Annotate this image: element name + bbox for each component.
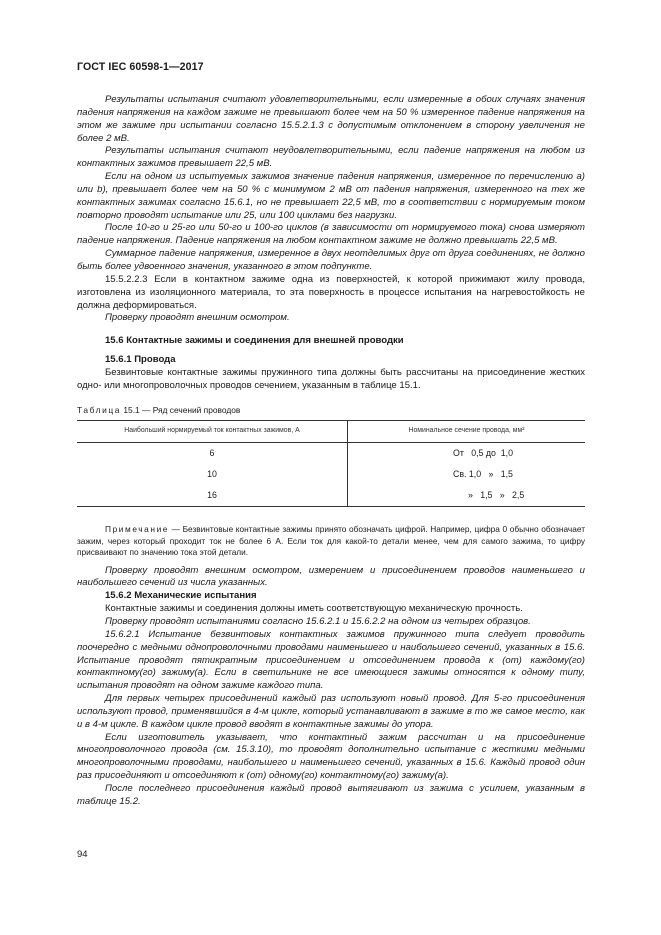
document-body [77,94,585,809]
paragraph: После 10-го и 25-го или 50-го и 100-го циклов (в зависимости от нормируемого тока) снова измеряют падение напряжения. Падение напряжения на любом контактном зажиме не должно превышать 22,5 мВ. [77,222,585,247]
paragraph: Проверку проводят внешним осмотром. [105,312,290,324]
document-header: ГОСТ IEC 60598-1—2017 [77,61,204,73]
section-heading-15-6: 15.6 Контактные зажимы и соединения для внешней проводки [105,335,404,347]
table-caption-text: 15.1 — Ряд сечений проводов [121,404,241,415]
paragraph: Контактные зажимы и соединения должны иметь соответствующую механическую прочность. [105,603,523,615]
paragraph: Безвинтовые контактные зажимы пружинного типа должны быть рассчитаны на присоединение жестких одно- или многопроволочных проводов сечением, указанным в таблице 15.1. [77,366,585,391]
table-header-row [77,421,585,443]
paragraph: Если на одном из испытуемых зажимов значение падения напряжения, измеренное по перечислению а) или b), превышает более чем на 50 % с минимумом 2 мВ от падения напряжения, измеренного на тех же контактных зажимах согласно 15.6.1, но не превышает 22,5 мВ, то в соответствии с нормируемым током повторно проводят испытание или 25, или 100 циклами без нагрузки. [77,171,585,221]
table-header-section: Номинальное сечение провода, мм² [348,421,586,443]
paragraph: После последнего присоединения каждый провод вытягивают из зажима с усилием, указанным в таблице 15.2. [77,782,585,807]
section-heading-15-6-2: 15.6.2 Механические испытания [105,590,257,602]
table-caption-word: Таблица [77,404,122,415]
table-cell-current: 10 [77,464,348,485]
paragraph: Суммарное падение напряжения, измеренное в двух неотделимых друг от друга соединениях, не должно быть более удвоенного значения, указанного в этом подпункте. [77,248,585,272]
paragraph: Результаты испытания считают удовлетворительными, если измеренные в обоих случаях значения падения напряжения на каждом зажиме не превышают более чем на 50 % измеренное падение напряжения на этом же зажиме при испытании согласно 15.5.2.1.3 с допустимым отклонением в сторону увеличения не более 2 мВ. [77,94,585,144]
note-text: — Безвинтовые контактные зажимы принято обозначать цифрой. Например, цифра 0 обычно обозначает зажим, через который проходит ток не более 6 А. Если ток для какой-то детали менее, чем для самого зажима, то цифру присваивают по значению тока этой детали. [77,524,585,558]
table-row [77,443,585,465]
wire-section-table [77,420,585,507]
paragraph: 15.6.2.1 Испытание безвинтовых контактных зажимов пружинного типа следует проводить поочередно с медными однопроволочными проводами наименьшего и наибольшего сечений, указанных в 15.6. Испытание проводят пятикратным присоединением и отсоединением провода к (от) каждому(го) контактному(го) зажиму(а). Если в светильнике не все имеющиеся зажимы относятся к одному типу, испытания проводят на одном зажиме каждого типа. [77,628,585,692]
note-label: Примечание [105,524,170,535]
table-cell-section: От 0,5 до 1,0 [453,448,514,459]
table-cell-current: 16 [77,485,348,507]
section-heading-15-6-1: 15.6.1 Провода [105,354,176,366]
table-cell-current: 6 [77,443,348,465]
paragraph: Если изготовитель указывает, что контактный зажим рассчитан и на присоединение многопроволочного провода (см. 15.3.10), то проводят дополнительно испытание с жесткими медными многопроволочными проводами, наибольшего и наименьшего сечений, указанных в 15.6. Каждый провод один раз присоединяют и отсоединяют к (от) одному(го) контактному(го) зажиму(а). [77,731,585,782]
table-caption [77,404,585,417]
page-number: 94 [77,849,88,860]
paragraph: Для первых четырех присоединений каждый раз используют новый провод. Для 5-го присоединения используют провод, применявшийся в 4-м цикле, который устанавливают в зажиме в то же самое место, как и в 4-м цикле. В каждом цикле провод вводят в контактные зажимы до упора. [77,693,585,730]
table-header-current: Наибольший нормируемый ток контактных зажимов, А [77,421,348,443]
table-note [77,524,585,558]
table-row [77,464,585,485]
paragraph: Результаты испытания считают неудовлетворительными, если падение напряжения на любом из контактных зажимов превышает 22,5 мВ. [77,145,585,170]
table-row [77,485,585,507]
paragraph: 15.5.2.2.3 Если в контактном зажиме одна из поверхностей, к которой прижимают жилу провода, изготовлена из изоляционного материала, то эта поверхность в процессе испытания на нагревостойкость не должна деформироваться. [77,273,585,311]
paragraph: Проверку проводят внешним осмотром, измерением и присоединением проводов наименьшего и наибольшего сечений из числа указанных. [77,564,585,589]
paragraph: Проверку проводят испытаниями согласно 15.6.2.1 и 15.6.2.2 на одном из четырех образцов. [105,616,531,627]
table-cell-section: Св. 1,0 » 1,5 [453,469,513,480]
table-cell-section: » 1,5 » 2,5 [348,485,586,507]
